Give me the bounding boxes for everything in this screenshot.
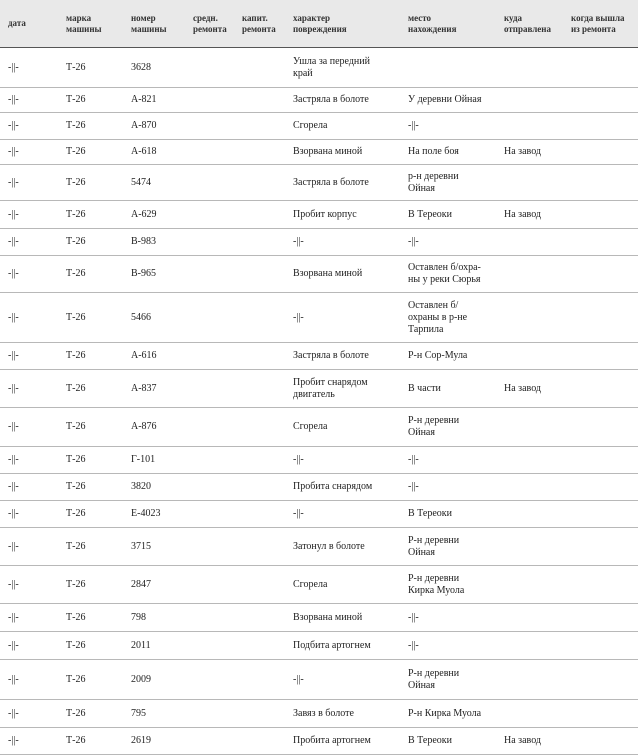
header-sent-to: куда отправлена [504, 12, 551, 34]
table-row [0, 343, 638, 370]
cell-location: -||- [408, 120, 419, 131]
cell-major-repair [235, 370, 286, 407]
cell-number: 3715 [131, 540, 151, 552]
cell-number: 2847 [131, 578, 151, 590]
cell-returned [564, 229, 638, 255]
cell-number: 5466 [131, 311, 151, 323]
cell-number: 3628 [131, 61, 151, 73]
cell-sent-to [497, 660, 564, 699]
table-row [0, 632, 638, 660]
cell-number: 795 [131, 707, 146, 719]
cell-model: Т-26 [66, 540, 86, 552]
cell-returned [564, 408, 638, 446]
cell-model: Т-26 [66, 61, 86, 73]
cell-date: -||- [8, 176, 19, 188]
cell-major-repair [235, 700, 286, 727]
cell-date: -||- [8, 382, 19, 394]
table-row [0, 566, 638, 604]
cell-major-repair [235, 474, 286, 500]
cell-major-repair [235, 140, 286, 164]
cell-medium-repair [186, 660, 235, 699]
cell-returned [564, 201, 638, 228]
cell-model: Т-26 [66, 578, 86, 590]
table-row [0, 728, 638, 755]
cell-returned [564, 474, 638, 500]
cell-major-repair [235, 256, 286, 292]
cell-medium-repair [186, 48, 235, 87]
cell-date: -||- [8, 578, 19, 590]
cell-damage: Сгорела [293, 578, 328, 590]
table-row [0, 256, 638, 293]
table-row [0, 370, 638, 408]
cell-returned [564, 604, 638, 631]
cell-number: Г-101 [131, 454, 156, 465]
cell-model: Т-26 [66, 146, 86, 157]
cell-returned [564, 660, 638, 699]
cell-sent-to [497, 501, 564, 527]
cell-major-repair [235, 501, 286, 527]
cell-medium-repair [186, 700, 235, 727]
cell-model: Т-26 [66, 673, 86, 685]
cell-date: -||- [8, 454, 19, 465]
cell-major-repair [235, 566, 286, 603]
cell-date: -||- [8, 61, 19, 73]
cell-model: Т-26 [66, 236, 86, 247]
cell-major-repair [235, 632, 286, 659]
cell-location: Р-н Сор-Мула [408, 350, 468, 361]
cell-model: Т-26 [66, 707, 86, 719]
cell-sent-to [497, 566, 564, 603]
cell-medium-repair [186, 256, 235, 292]
cell-major-repair [235, 447, 286, 473]
cell-medium-repair [186, 728, 235, 754]
cell-sent-to: На завод [504, 208, 542, 220]
cell-location: В Тереоки [408, 208, 452, 220]
cell-returned [564, 293, 638, 342]
cell-major-repair [235, 408, 286, 446]
cell-date: -||- [8, 421, 19, 432]
cell-major-repair [235, 88, 286, 112]
cell-date: -||- [8, 611, 19, 623]
cell-sent-to: На завод [504, 382, 542, 394]
cell-medium-repair [186, 88, 235, 112]
cell-model: Т-26 [66, 481, 86, 492]
cell-sent-to [497, 604, 564, 631]
cell-damage: Пробит корпус [293, 208, 357, 220]
cell-returned [564, 48, 638, 87]
cell-location: На поле боя [408, 146, 459, 157]
cell-number: В-983 [131, 236, 156, 247]
cell-returned [564, 140, 638, 164]
cell-model: Т-26 [66, 639, 86, 651]
cell-number: А-629 [131, 208, 157, 220]
table-row [0, 113, 638, 140]
cell-major-repair [235, 113, 286, 139]
cell-major-repair [235, 660, 286, 699]
table-row [0, 229, 638, 256]
cell-major-repair [235, 293, 286, 342]
cell-sent-to [497, 113, 564, 139]
cell-location: Р-н деревни Кирка Муола [408, 572, 465, 596]
cell-number: А-618 [131, 146, 157, 157]
cell-damage: Сгорела [293, 421, 328, 432]
cell-damage: Ушла за передний край [293, 55, 370, 79]
cell-major-repair [235, 201, 286, 228]
cell-number: А-837 [131, 382, 157, 394]
cell-medium-repair [186, 632, 235, 659]
cell-medium-repair [186, 370, 235, 407]
cell-damage: Пробит снарядом двигатель [293, 376, 368, 400]
cell-medium-repair [186, 566, 235, 603]
cell-model: Т-26 [66, 454, 86, 465]
cell-date: -||- [8, 350, 19, 361]
cell-location: Р-н деревни Ойная [408, 415, 460, 438]
cell-date: -||- [8, 208, 19, 220]
cell-returned [564, 447, 638, 473]
header-model: марка машины [66, 12, 102, 34]
cell-damage: Сгорела [293, 120, 328, 131]
table-row [0, 447, 638, 474]
cell-medium-repair [186, 293, 235, 342]
cell-damage: Застряла в болоте [293, 176, 369, 188]
header-returned: когда вышла из ремонта [571, 12, 625, 34]
cell-sent-to [497, 474, 564, 500]
cell-returned [564, 728, 638, 754]
cell-date: -||- [8, 540, 19, 552]
cell-location: Оставлен б/охра- ны у реки Сюрья [408, 262, 481, 285]
cell-sent-to [497, 447, 564, 473]
header-date: дата [8, 18, 26, 28]
cell-damage: Застряла в болоте [293, 94, 369, 105]
table-body [0, 48, 638, 755]
cell-major-repair [235, 728, 286, 754]
cell-location: В Тереоки [408, 735, 452, 746]
cell-medium-repair [186, 447, 235, 473]
cell-major-repair [235, 165, 286, 200]
cell-sent-to [497, 343, 564, 369]
cell-date: -||- [8, 236, 19, 247]
cell-damage: Затонул в болоте [293, 540, 365, 552]
cell-returned [564, 370, 638, 407]
cell-damage: Завяз в болоте [293, 707, 354, 719]
cell-sent-to [497, 229, 564, 255]
cell-returned [564, 343, 638, 369]
cell-major-repair [235, 528, 286, 565]
cell-sent-to: На завод [504, 735, 542, 746]
cell-medium-repair [186, 165, 235, 200]
cell-damage: -||- [293, 236, 304, 247]
cell-returned [564, 88, 638, 112]
cell-damage: Взорвана миной [293, 268, 363, 279]
table-row [0, 700, 638, 728]
table-row [0, 501, 638, 528]
cell-medium-repair [186, 501, 235, 527]
cell-date: -||- [8, 508, 19, 519]
cell-model: Т-26 [66, 508, 86, 519]
cell-location: В части [408, 382, 441, 394]
cell-sent-to: На завод [504, 146, 542, 157]
cell-number: А-876 [131, 421, 157, 432]
cell-model: Т-26 [66, 421, 86, 432]
cell-number: А-821 [131, 94, 157, 105]
cell-damage: -||- [293, 311, 304, 323]
table-row [0, 528, 638, 566]
cell-location: У деревни Ойная [408, 94, 482, 105]
cell-location: -||- [408, 481, 419, 492]
cell-returned [564, 501, 638, 527]
table-row [0, 293, 638, 343]
cell-returned [564, 165, 638, 200]
cell-number: 2009 [131, 673, 151, 685]
cell-damage: -||- [293, 508, 304, 519]
table-row [0, 604, 638, 632]
table-row [0, 88, 638, 113]
cell-damage: Взорвана миной [293, 611, 363, 623]
cell-location: -||- [408, 236, 419, 247]
cell-medium-repair [186, 604, 235, 631]
cell-location: Оставлен б/ охраны в р-не Тарпила [408, 299, 468, 335]
table-row [0, 660, 638, 700]
cell-number: Е-4023 [131, 508, 161, 519]
cell-returned [564, 632, 638, 659]
cell-date: -||- [8, 735, 19, 746]
cell-model: Т-26 [66, 382, 86, 394]
cell-medium-repair [186, 343, 235, 369]
cell-major-repair [235, 229, 286, 255]
cell-date: -||- [8, 120, 19, 131]
cell-model: Т-26 [66, 176, 86, 188]
cell-damage: -||- [293, 673, 304, 685]
cell-date: -||- [8, 146, 19, 157]
cell-major-repair [235, 48, 286, 87]
cell-medium-repair [186, 140, 235, 164]
cell-location: -||- [408, 611, 419, 623]
cell-date: -||- [8, 707, 19, 719]
cell-returned [564, 256, 638, 292]
cell-sent-to [497, 48, 564, 87]
cell-location [401, 48, 497, 87]
table-row [0, 48, 638, 88]
cell-number: 3820 [131, 481, 151, 492]
cell-major-repair [235, 343, 286, 369]
table-row [0, 140, 638, 165]
cell-medium-repair [186, 201, 235, 228]
cell-returned [564, 113, 638, 139]
cell-medium-repair [186, 474, 235, 500]
cell-major-repair [235, 604, 286, 631]
header-medium-repair: средн. ремонта [193, 12, 227, 34]
cell-damage: -||- [293, 454, 304, 465]
header-damage: характер повреждения [293, 12, 347, 34]
cell-model: Т-26 [66, 208, 86, 220]
cell-number: А-616 [131, 350, 157, 361]
header-location: место нахождения [408, 12, 457, 34]
cell-location: Р-н Кирка Муола [408, 707, 482, 719]
table-row [0, 165, 638, 201]
cell-date: -||- [8, 639, 19, 651]
cell-damage: Застряла в болоте [293, 350, 369, 361]
cell-location: р-н деревни Ойная [408, 170, 459, 194]
cell-number: 2011 [131, 639, 151, 651]
cell-returned [564, 566, 638, 603]
cell-sent-to [497, 700, 564, 727]
cell-sent-to [497, 293, 564, 342]
cell-sent-to [497, 408, 564, 446]
cell-sent-to [497, 632, 564, 659]
cell-sent-to [497, 256, 564, 292]
cell-damage: Пробита снарядом [293, 481, 373, 492]
cell-location: -||- [408, 454, 419, 465]
cell-date: -||- [8, 311, 19, 323]
cell-sent-to [497, 165, 564, 200]
cell-number: 2619 [131, 735, 151, 746]
header-number: номер машины [131, 12, 167, 34]
cell-location: В Тереоки [408, 508, 452, 519]
cell-returned [564, 700, 638, 727]
cell-model: Т-26 [66, 735, 86, 746]
header-major-repair: капит. ремонта [242, 12, 276, 34]
table-header-row [0, 0, 638, 48]
table-row [0, 474, 638, 501]
cell-medium-repair [186, 528, 235, 565]
cell-location: -||- [408, 639, 419, 651]
cell-date: -||- [8, 673, 19, 685]
cell-model: Т-26 [66, 611, 86, 623]
cell-model: Т-26 [66, 268, 86, 279]
cell-date: -||- [8, 481, 19, 492]
cell-medium-repair [186, 408, 235, 446]
cell-medium-repair [186, 113, 235, 139]
cell-location: Р-н деревни Ойная [408, 667, 460, 691]
cell-medium-repair [186, 229, 235, 255]
cell-model: Т-26 [66, 120, 86, 131]
cell-number: В-965 [131, 268, 156, 279]
table-row [0, 201, 638, 229]
cell-number: А-870 [131, 120, 157, 131]
cell-damage: Пробита артогнем [293, 735, 371, 746]
table-row [0, 408, 638, 447]
cell-model: Т-26 [66, 311, 86, 323]
cell-sent-to [497, 528, 564, 565]
cell-date: -||- [8, 268, 19, 279]
cell-damage: Подбита артогнем [293, 639, 371, 651]
cell-returned [564, 528, 638, 565]
cell-date: -||- [8, 94, 19, 105]
cell-number: 798 [131, 611, 146, 623]
cell-damage: Взорвана миной [293, 146, 363, 157]
cell-number: 5474 [131, 176, 151, 188]
cell-sent-to [497, 88, 564, 112]
cell-model: Т-26 [66, 94, 86, 105]
cell-location: Р-н деревни Ойная [408, 534, 460, 558]
cell-model: Т-26 [66, 350, 86, 361]
